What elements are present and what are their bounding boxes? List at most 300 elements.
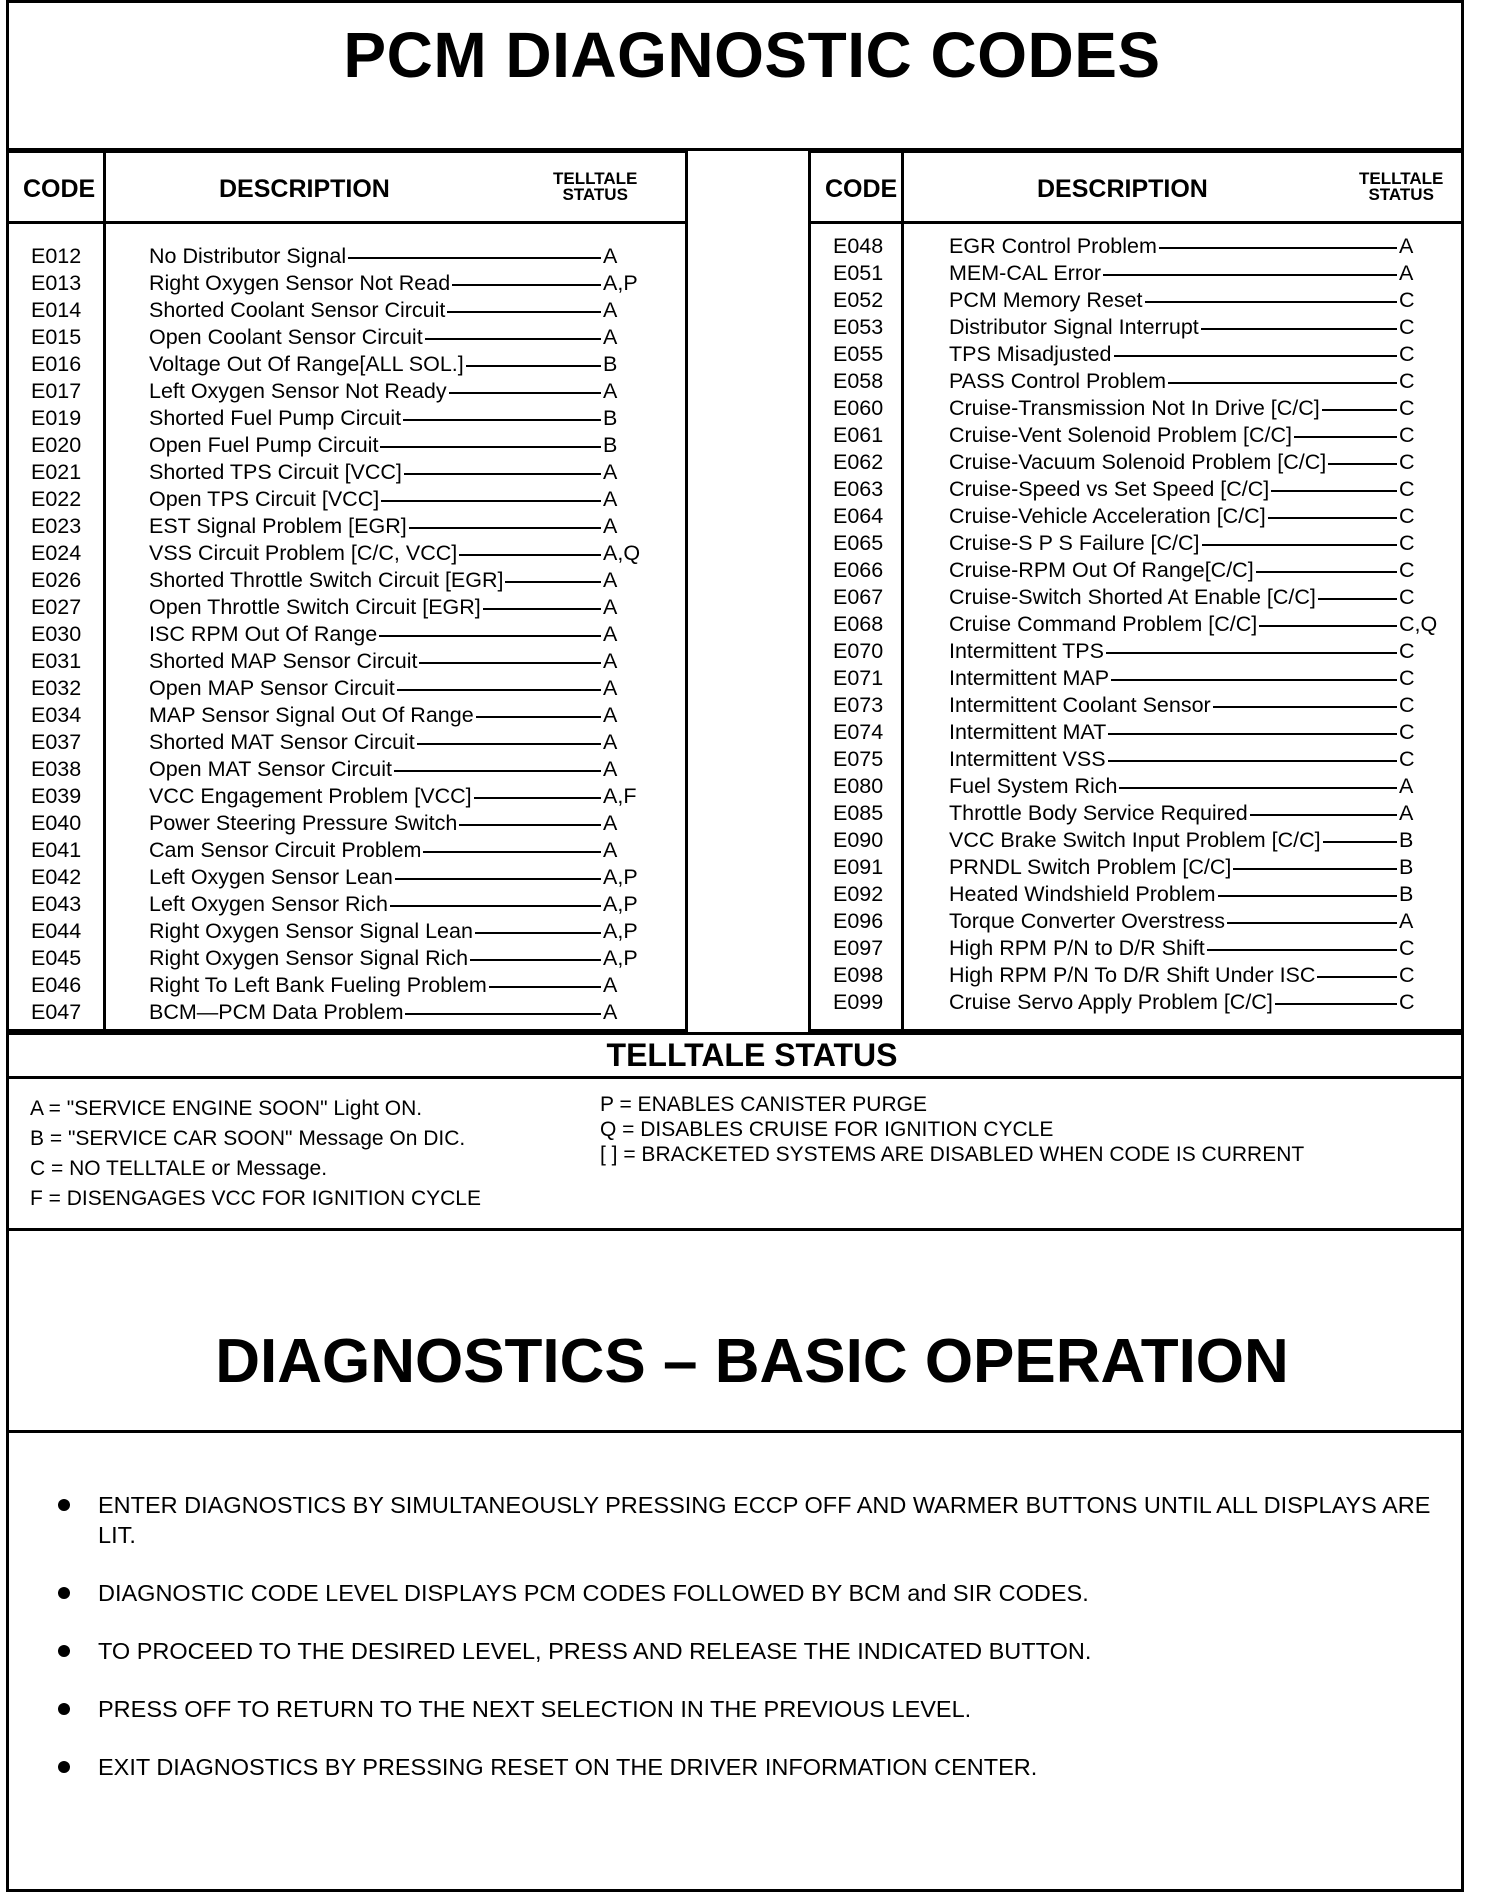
leader-line: [1259, 625, 1397, 627]
leader-line: [380, 446, 601, 448]
telltale-status: A: [603, 730, 618, 754]
code-description: Shorted Coolant Sensor Circuit: [149, 298, 446, 322]
telltale-status: A,Q: [603, 541, 641, 565]
code-row: [9, 270, 685, 297]
code-row: [9, 891, 685, 918]
code-description: MAP Sensor Signal Out Of Range: [149, 703, 474, 727]
code-value: E040: [31, 811, 82, 835]
telltale-status: C: [1399, 585, 1415, 609]
leader-line: [470, 959, 601, 961]
code-description: Open MAT Sensor Circuit: [149, 757, 392, 781]
leader-line: [381, 500, 601, 502]
code-description: Cam Sensor Circuit Problem: [149, 838, 422, 862]
leader-line: [1207, 949, 1397, 951]
col-header-telltale: TELLTALE STATUS: [553, 169, 638, 204]
code-description: Cruise-Vacuum Solenoid Problem [C/C]: [949, 450, 1327, 474]
code-value: E026: [31, 568, 82, 592]
code-value: E067: [833, 585, 884, 609]
code-row: [811, 827, 1461, 854]
code-description: Open Fuel Pump Circuit: [149, 433, 379, 457]
leader-line: [409, 527, 601, 529]
code-description: VCC Brake Switch Input Problem [C/C]: [949, 828, 1321, 852]
leader-line: [474, 797, 601, 799]
code-row: [9, 297, 685, 324]
code-row: [9, 486, 685, 513]
bullet-icon: [58, 1587, 70, 1599]
telltale-status: B: [603, 352, 618, 376]
code-description: Intermittent Coolant Sensor: [949, 693, 1211, 717]
code-row: [811, 611, 1461, 638]
bullet-icon: [58, 1499, 70, 1511]
telltale-status: C: [1399, 639, 1415, 663]
leader-line: [476, 716, 601, 718]
leader-line: [348, 257, 601, 259]
telltale-status: A: [1399, 801, 1414, 825]
code-value: E080: [833, 774, 884, 798]
codes-table-left: [6, 150, 688, 1032]
col-header-code: CODE: [23, 175, 96, 203]
code-description: Torque Converter Overstress: [949, 909, 1226, 933]
code-value: E073: [833, 693, 884, 717]
telltale-status: A: [603, 487, 618, 511]
code-description: Shorted MAT Sensor Circuit: [149, 730, 415, 754]
code-row: [811, 503, 1461, 530]
leader-line: [1328, 463, 1397, 465]
telltale-status: C: [1399, 531, 1415, 555]
code-description: PASS Control Problem: [949, 369, 1167, 393]
code-value: E075: [833, 747, 884, 771]
leader-line: [449, 392, 601, 394]
page-title: PCM DIAGNOSTIC CODES: [343, 19, 1161, 91]
code-value: E039: [31, 784, 82, 808]
telltale-status: A: [603, 838, 618, 862]
telltale-status: C: [1399, 693, 1415, 717]
code-row: [9, 405, 685, 432]
telltale-status: A: [1399, 261, 1414, 285]
code-row: [811, 989, 1461, 1016]
code-value: E046: [31, 973, 82, 997]
code-description: Open MAP Sensor Circuit: [149, 676, 395, 700]
leader-line: [505, 581, 601, 583]
code-value: E097: [833, 936, 884, 960]
telltale-status: A: [603, 973, 618, 997]
telltale-status: A: [603, 244, 618, 268]
leader-line: [1323, 841, 1397, 843]
leader-line: [404, 473, 601, 475]
code-value: E066: [833, 558, 884, 582]
legend-item: A = "SERVICE ENGINE SOON" Light ON.: [30, 1097, 423, 1120]
code-row: [811, 449, 1461, 476]
code-value: E024: [31, 541, 82, 565]
telltale-status: A: [603, 595, 618, 619]
bullet-icon: [58, 1645, 70, 1657]
col-header-description: DESCRIPTION: [1037, 175, 1208, 203]
code-row: [9, 702, 685, 729]
leader-line: [489, 986, 601, 988]
telltale-status: C: [1399, 315, 1415, 339]
legend-item: F = DISENGAGES VCC FOR IGNITION CYCLE: [30, 1187, 481, 1210]
code-description: Left Oxygen Sensor Lean: [149, 865, 393, 889]
code-description: Right Oxygen Sensor Signal Rich: [149, 946, 469, 970]
leader-line: [390, 905, 601, 907]
telltale-status: A,F: [603, 784, 637, 808]
telltale-status: A: [603, 676, 618, 700]
col-header-code: CODE: [825, 175, 898, 203]
code-value: E048: [833, 234, 884, 258]
telltale-status: A: [603, 514, 618, 538]
leader-line: [423, 851, 601, 853]
code-row: [9, 945, 685, 972]
code-row: [9, 324, 685, 351]
telltale-status: B: [603, 433, 618, 457]
telltale-status: A: [603, 757, 618, 781]
leader-line: [459, 824, 601, 826]
telltale-status: C: [1399, 369, 1415, 393]
telltale-status: B: [603, 406, 618, 430]
telltale-status: A: [603, 649, 618, 673]
code-row: [811, 746, 1461, 773]
telltale-status: A: [603, 622, 618, 646]
leader-line: [1317, 976, 1397, 978]
code-value: E042: [31, 865, 82, 889]
codes-list-right: [811, 233, 1461, 1016]
leader-line: [1271, 490, 1397, 492]
code-value: E014: [31, 298, 82, 322]
telltale-status: A,P: [603, 919, 638, 943]
code-row: [9, 594, 685, 621]
instruction-item: [58, 1636, 1438, 1666]
leader-line: [459, 554, 601, 556]
leader-line: [1119, 787, 1397, 789]
code-value: E023: [31, 514, 82, 538]
code-row: [811, 476, 1461, 503]
legend-item: P = ENABLES CANISTER PURGE: [600, 1093, 927, 1116]
telltale-status: A: [603, 325, 618, 349]
code-description: Shorted Throttle Switch Circuit [EGR]: [149, 568, 504, 592]
telltale-status: C: [1399, 666, 1415, 690]
code-description: Right Oxygen Sensor Not Read: [149, 271, 451, 295]
leader-line: [452, 284, 601, 286]
code-row: [811, 638, 1461, 665]
code-description: Distributor Signal Interrupt: [949, 315, 1199, 339]
code-description: Shorted MAP Sensor Circuit: [149, 649, 418, 673]
legend-item: [ ] = BRACKETED SYSTEMS ARE DISABLED WHEN CODE IS CURRENT: [600, 1143, 1305, 1166]
code-row: [9, 999, 685, 1026]
telltale-status: C: [1399, 990, 1415, 1014]
code-value: E064: [833, 504, 884, 528]
code-value: E047: [31, 1000, 82, 1024]
leader-line: [1202, 544, 1397, 546]
code-description: Cruise-Vehicle Acceleration [C/C]: [949, 504, 1266, 528]
code-description: Intermittent TPS: [949, 639, 1104, 663]
legend-item: B = "SERVICE CAR SOON" Message On DIC.: [30, 1127, 466, 1150]
code-row: [811, 368, 1461, 395]
col-header-telltale: TELLTALE STATUS: [1359, 169, 1444, 204]
telltale-status: A: [603, 460, 618, 484]
leader-line: [1218, 895, 1398, 897]
code-value: E096: [833, 909, 884, 933]
code-value: E065: [833, 531, 884, 555]
bullet-icon: [58, 1703, 70, 1715]
code-description: Cruise-Switch Shorted At Enable [C/C]: [949, 585, 1316, 609]
code-value: E012: [31, 244, 82, 268]
code-row: [811, 341, 1461, 368]
code-value: E085: [833, 801, 884, 825]
code-description: MEM-CAL Error: [949, 261, 1102, 285]
leader-line: [1256, 571, 1397, 573]
code-description: Cruise-S P S Failure [C/C]: [949, 531, 1200, 555]
code-value: E092: [833, 882, 884, 906]
code-description: Shorted Fuel Pump Circuit: [149, 406, 402, 430]
code-row: [9, 513, 685, 540]
telltale-status: A: [1399, 234, 1414, 258]
leader-line: [379, 635, 601, 637]
code-description: Open Throttle Switch Circuit [EGR]: [149, 595, 481, 619]
code-row: [811, 962, 1461, 989]
telltale-status: C: [1399, 342, 1415, 366]
instruction-text: DIAGNOSTIC CODE LEVEL DISPLAYS PCM CODES FOLLOWED BY BCM and SIR CODES.: [98, 1580, 1089, 1606]
telltale-status: C: [1399, 504, 1415, 528]
code-description: EST Signal Problem [EGR]: [149, 514, 407, 538]
code-value: E058: [833, 369, 884, 393]
leader-line: [1114, 355, 1397, 357]
leader-line: [1168, 382, 1397, 384]
code-row: [811, 773, 1461, 800]
code-row: [9, 756, 685, 783]
code-value: E063: [833, 477, 884, 501]
telltale-status: A,P: [603, 271, 638, 295]
code-value: E013: [31, 271, 82, 295]
code-description: Cruise-Transmission Not In Drive [C/C]: [949, 396, 1320, 420]
telltale-status: C: [1399, 558, 1415, 582]
leader-line: [395, 878, 601, 880]
leader-line: [425, 338, 601, 340]
leader-line: [483, 608, 601, 610]
code-row: [811, 287, 1461, 314]
leader-line: [1108, 733, 1397, 735]
code-description: VSS Circuit Problem [C/C, VCC]: [149, 541, 458, 565]
code-row: [811, 584, 1461, 611]
code-description: Cruise Servo Apply Problem [C/C]: [949, 990, 1273, 1014]
code-row: [9, 864, 685, 891]
telltale-status: B: [1399, 855, 1414, 879]
code-row: [811, 422, 1461, 449]
code-row: [9, 243, 685, 270]
code-row: [9, 432, 685, 459]
telltale-status: A: [603, 379, 618, 403]
code-row: [811, 935, 1461, 962]
code-value: E074: [833, 720, 884, 744]
code-row: [811, 665, 1461, 692]
leader-line: [1275, 1003, 1397, 1005]
code-value: E051: [833, 261, 884, 285]
code-row: [811, 530, 1461, 557]
instruction-text: EXIT DIAGNOSTICS BY PRESSING RESET ON THE DRIVER INFORMATION CENTER.: [98, 1754, 1038, 1780]
code-row: [811, 557, 1461, 584]
code-value: E034: [31, 703, 82, 727]
code-value: E098: [833, 963, 884, 987]
code-row: [9, 378, 685, 405]
leader-line: [417, 743, 601, 745]
code-row: [9, 351, 685, 378]
code-description: VCC Engagement Problem [VCC]: [149, 784, 472, 808]
leader-line: [1145, 301, 1397, 303]
code-description: No Distributor Signal: [149, 244, 347, 268]
code-description: Intermittent MAP: [949, 666, 1110, 690]
telltale-status: B: [1399, 828, 1414, 852]
basic-operation-list: [58, 1490, 1438, 1810]
code-description: Cruise Command Problem [C/C]: [949, 612, 1258, 636]
code-row: [811, 800, 1461, 827]
instruction-text: PRESS OFF TO RETURN TO THE NEXT SELECTION IN THE PREVIOUS LEVEL.: [98, 1696, 972, 1722]
code-description: Right Oxygen Sensor Signal Lean: [149, 919, 473, 943]
code-row: [9, 837, 685, 864]
leader-line: [1227, 922, 1397, 924]
code-value: E019: [31, 406, 82, 430]
telltale-status: A,P: [603, 946, 638, 970]
code-row: [811, 854, 1461, 881]
telltale-status: A: [603, 811, 618, 835]
telltale-title: TELLTALE STATUS: [606, 1037, 898, 1073]
code-row: [9, 540, 685, 567]
code-value: E037: [31, 730, 82, 754]
code-description: Cruise-RPM Out Of Range[C/C]: [949, 558, 1254, 582]
leader-line: [403, 419, 601, 421]
leader-line: [397, 689, 601, 691]
code-value: E071: [833, 666, 884, 690]
code-row: [9, 972, 685, 999]
code-value: E052: [833, 288, 884, 312]
leader-line: [1233, 868, 1397, 870]
legend-item: C = NO TELLTALE or Message.: [30, 1157, 328, 1180]
telltale-status: A: [603, 703, 618, 727]
code-value: E045: [31, 946, 82, 970]
code-description: Left Oxygen Sensor Not Ready: [149, 379, 447, 403]
telltale-status: C: [1399, 936, 1415, 960]
code-description: Open TPS Circuit [VCC]: [149, 487, 380, 511]
code-row: [9, 729, 685, 756]
instruction-item: [58, 1694, 1438, 1724]
telltale-status: A,P: [603, 865, 638, 889]
leader-line: [1159, 247, 1397, 249]
section-title-basic-operation: DIAGNOSTICS – BASIC OPERATION: [215, 1327, 1289, 1396]
code-row: [9, 567, 685, 594]
leader-line: [475, 932, 601, 934]
leader-line: [1294, 436, 1397, 438]
code-value: E055: [833, 342, 884, 366]
code-value: E044: [31, 919, 82, 943]
telltale-status: C: [1399, 288, 1415, 312]
code-description: Left Oxygen Sensor Rich: [149, 892, 389, 916]
code-description: Right To Left Bank Fueling Problem: [149, 973, 487, 997]
code-row: [811, 314, 1461, 341]
instruction-item: [58, 1490, 1438, 1550]
code-description: High RPM P/N to D/R Shift: [949, 936, 1205, 960]
code-description: PRNDL Switch Problem [C/C]: [949, 855, 1232, 879]
telltale-status: A: [1399, 909, 1414, 933]
instruction-item: [58, 1578, 1438, 1608]
code-value: E043: [31, 892, 82, 916]
leader-line: [1103, 274, 1397, 276]
code-value: E041: [31, 838, 82, 862]
instruction-item: [58, 1752, 1438, 1782]
leader-line: [394, 770, 601, 772]
code-description: Heated Windshield Problem: [949, 882, 1216, 906]
telltale-status: C,Q: [1399, 612, 1438, 636]
code-value: E091: [833, 855, 884, 879]
code-row: [811, 692, 1461, 719]
code-row: [9, 918, 685, 945]
leader-line: [1108, 760, 1397, 762]
leader-line: [447, 311, 601, 313]
code-value: E016: [31, 352, 82, 376]
code-description: TPS Misadjusted: [949, 342, 1112, 366]
code-value: E032: [31, 676, 82, 700]
code-value: E031: [31, 649, 82, 673]
code-description: Voltage Out Of Range[ALL SOL.]: [149, 352, 464, 376]
leader-line: [419, 662, 601, 664]
code-description: PCM Memory Reset: [949, 288, 1143, 312]
code-row: [9, 783, 685, 810]
code-row: [811, 719, 1461, 746]
code-value: E068: [833, 612, 884, 636]
code-description: Intermittent MAT: [949, 720, 1107, 744]
telltale-legend-right: [600, 1092, 1304, 1167]
code-description: Cruise-Speed vs Set Speed [C/C]: [949, 477, 1270, 501]
code-description: Shorted TPS Circuit [VCC]: [149, 460, 402, 484]
code-value: E017: [31, 379, 82, 403]
leader-line: [1201, 328, 1397, 330]
telltale-legend-left: [30, 1094, 481, 1214]
telltale-status: A: [603, 298, 618, 322]
code-value: E027: [31, 595, 82, 619]
code-row: [9, 648, 685, 675]
leader-line: [1268, 517, 1397, 519]
telltale-status: A: [603, 1000, 618, 1024]
code-value: E070: [833, 639, 884, 663]
legend-item: Q = DISABLES CRUISE FOR IGNITION CYCLE: [600, 1118, 1054, 1141]
code-value: E020: [31, 433, 82, 457]
code-value: E062: [833, 450, 884, 474]
code-row: [9, 621, 685, 648]
code-row: [811, 881, 1461, 908]
telltale-status: A: [1399, 774, 1414, 798]
code-value: E099: [833, 990, 884, 1014]
code-row: [811, 233, 1461, 260]
code-value: E021: [31, 460, 82, 484]
code-row: [9, 675, 685, 702]
leader-line: [405, 1013, 601, 1015]
code-value: E015: [31, 325, 82, 349]
code-description: Open Coolant Sensor Circuit: [149, 325, 423, 349]
leader-line: [1322, 409, 1397, 411]
telltale-status: C: [1399, 720, 1415, 744]
telltale-status: C: [1399, 747, 1415, 771]
code-value: E038: [31, 757, 82, 781]
code-value: E060: [833, 396, 884, 420]
telltale-status: C: [1399, 477, 1415, 501]
code-description: Fuel System Rich: [949, 774, 1118, 798]
leader-line: [1111, 679, 1397, 681]
code-description: ISC RPM Out Of Range: [149, 622, 378, 646]
code-value: E030: [31, 622, 82, 646]
telltale-status: A,P: [603, 892, 638, 916]
instruction-text: TO PROCEED TO THE DESIRED LEVEL, PRESS AND RELEASE THE INDICATED BUTTON.: [98, 1638, 1092, 1664]
code-row: [9, 459, 685, 486]
codes-table-right: [808, 150, 1464, 1032]
code-description: EGR Control Problem: [949, 234, 1157, 258]
telltale-status: C: [1399, 450, 1415, 474]
